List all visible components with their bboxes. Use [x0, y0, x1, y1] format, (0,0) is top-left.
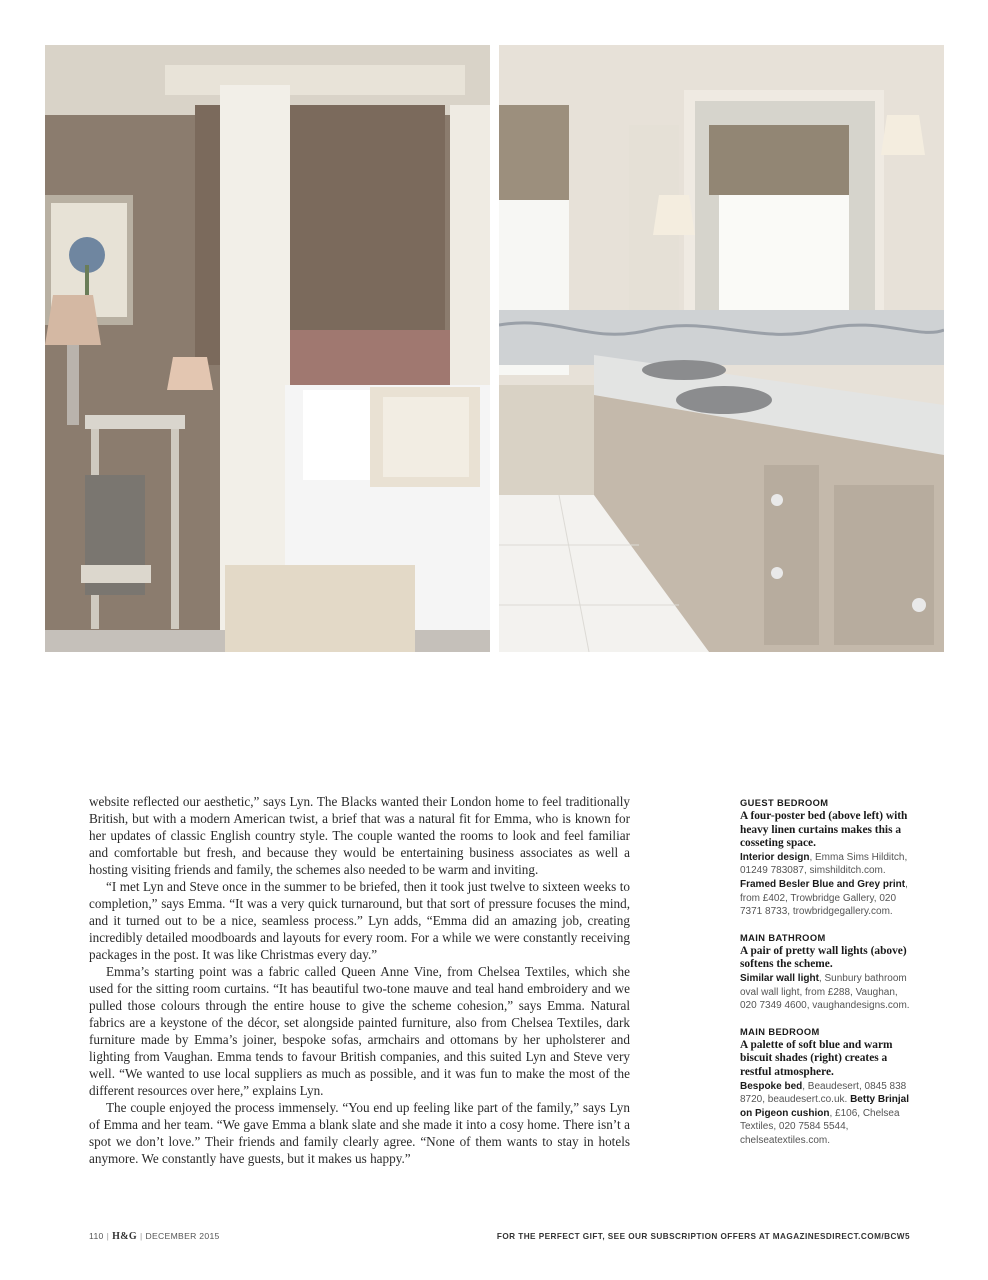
caption-main-bathroom [740, 932, 910, 1013]
caption-credits [740, 972, 910, 1013]
magazine-logo: H&G [112, 1231, 137, 1242]
credit-detail: , Emma Sims Hilditch, 01249 783087, simshilditch.com. [740, 851, 908, 877]
credit-name: Interior design [740, 851, 810, 863]
credit-detail: , from £402, Trowbridge Gallery, 020 7371 8733, trowbridgegallery.com. [740, 878, 908, 918]
folio-divider: | [139, 1231, 143, 1241]
subscription-promo: FOR THE PERFECT GIFT, SEE OUR SUBSCRIPTION OFFERS AT MAGAZINESDIRECT.COM/BCW5 [496, 1232, 910, 1241]
credit-detail: , £106, Chelsea Textiles, 020 7584 5544, chelseatextiles.com. [740, 1107, 900, 1146]
captions-column [740, 797, 910, 1160]
body-paragraph: Emma’s starting point was a fabric called Queen Anne Vine, from Chelsea Textiles, which she used for the sitting room curtains. “It has beautiful two-tone mauve and teal hand embroidery and we pulled those colours through the entire house to give the scheme cohesion,” says Emma. Natural fabrics are a keystone of the décor, set alongside painted furniture, also from Chelsea Textiles, dark furniture made by Emma’s joiner, bespoke sofas, armchairs and ottomans by her upholsterer and lighting from Vaughan. Emma tends to favour British companies, and this suited Lyn and Steve very well. “We wanted to use local suppliers as much as possible, and it was fun to make the most of the different resources over here,” explains Lyn. [89, 964, 630, 1098]
page-number: 110 [89, 1231, 104, 1241]
article-body [89, 793, 630, 1167]
issue-date: DECEMBER 2015 [145, 1231, 220, 1241]
caption-credits [740, 1080, 910, 1148]
caption-lead: A palette of soft blue and warm biscuit shades (right) creates a restful atmosphere. [740, 1038, 893, 1078]
credit-name: Betty Brinjal on Pigeon cushion [740, 1094, 909, 1119]
caption-title: GUEST BEDROOM [740, 798, 829, 808]
folio [89, 1231, 220, 1242]
credit-name: Similar wall light [740, 972, 819, 984]
caption-lead: A four-poster bed (above left) with heavy linen curtains makes this a cosseting space. [740, 810, 908, 850]
caption-main-bedroom [740, 1026, 910, 1148]
guest-bedroom-photo [45, 45, 490, 652]
caption-lead: A pair of pretty wall lights (above) softens the scheme. [740, 944, 907, 971]
caption-credits [740, 851, 910, 919]
caption-title: MAIN BATHROOM [740, 932, 826, 943]
credit-detail: , Beaudesert, 0845 838 8720, beaudesert.co.uk. [740, 1080, 907, 1106]
main-bathroom-photo [499, 45, 944, 652]
body-paragraph: “I met Lyn and Steve once in the summer to be briefed, then it took just twelve to sixteen weeks to completion,” says Emma. “It was a very quick turnaround, but that sort of pressure focuses the mind, and it turned out to be a nice, seamless process.” Lyn adds, “Emma did an amazing job, creating incredibly detailed moodboards and layouts for every room. For a while we were constantly receiving packages in the post. It was like Christmas every day.” [89, 879, 630, 962]
body-paragraph: The couple enjoyed the process immensely. “You end up feeling like part of the family,” says Lyn of Emma and her team. “We gave Emma a blank slate and she made it into a cosy home. There isn’t a spot we don’t love.” Their friends and family clearly agree. “None of them wants to stay in hotels anymore. We constantly have guests, but it makes us happy.” [89, 1100, 630, 1166]
credit-detail: , Sunbury bathroom oval wall light, from £288, Vaughan, 020 7349 4600, vaughandesigns.com. [740, 972, 910, 1012]
caption-guest-bedroom [740, 797, 910, 919]
caption-title: MAIN BEDROOM [740, 1026, 820, 1037]
body-paragraph: website reflected our aesthetic,” says Lyn. The Blacks wanted their London home to feel traditionally British, but with a modern American twist, a brief that was a natural fit for Emma, who is known for her updates of classic English country style. The couple wanted the rooms to look and feel familiar and comfortable but fresh, and because they would be entertaining business associates as well a hosting visiting friends and family, the schemes also needed to be warm and inviting. [89, 794, 630, 877]
credit-name: Bespoke bed [740, 1080, 803, 1092]
credit-name: Framed Besler Blue and Grey print [740, 878, 906, 890]
folio-divider: | [106, 1231, 110, 1241]
